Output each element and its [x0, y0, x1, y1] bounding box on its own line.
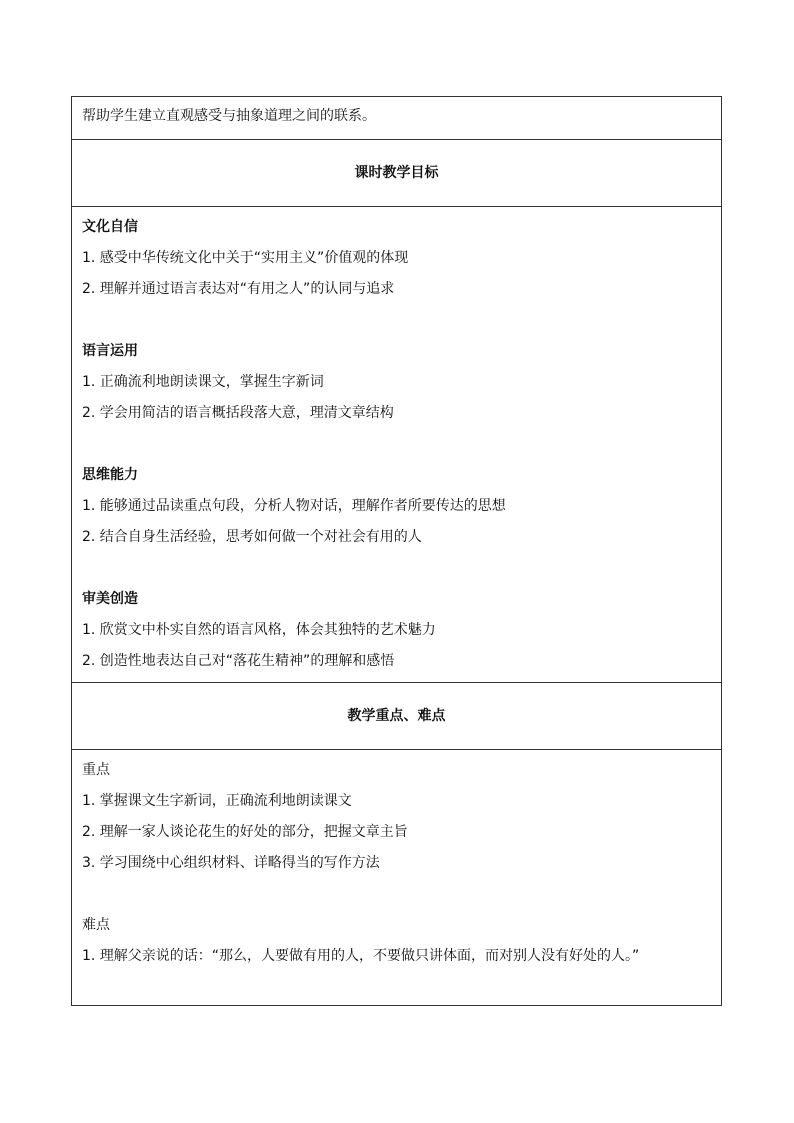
- objective-item: 1. 欣赏文中朴实自然的语言风格，体会其独特的艺术魅力: [82, 622, 436, 638]
- keypoints-header-row: [72, 683, 722, 750]
- objectives-header: 课时教学目标: [72, 140, 722, 207]
- section-spacer: [82, 553, 711, 584]
- keypoints-body: [72, 750, 722, 1006]
- keypoint-item: 3. 学习围绕中心组织材料、详略得当的写作方法: [82, 855, 380, 871]
- objective-item: 2. 学会用简洁的语言概括段落大意，理清文章结构: [82, 405, 394, 421]
- keypoints-body-row: [72, 750, 722, 1006]
- section-spacer: [82, 305, 711, 336]
- objective-item: 2. 结合自身生活经验，思考如何做一个对社会有用的人: [82, 529, 422, 545]
- keypoint-item: 1. 掌握课文生字新词，正确流利地朗读课文: [82, 793, 352, 809]
- objective-item: 1. 感受中华传统文化中关于“实用主义”价值观的体现: [82, 250, 409, 266]
- objective-item: 1. 正确流利地朗读课文，掌握生字新词: [82, 374, 324, 390]
- objectives-header-row: [72, 140, 722, 207]
- intro-row: [72, 97, 722, 140]
- objective-title-aesthetics: 审美创造: [82, 591, 138, 607]
- intro-cell: [72, 97, 722, 140]
- keypoint-item: 2. 理解一家人谈论花生的好处的部分，把握文章主旨: [82, 824, 408, 840]
- objective-title-language: 语言运用: [82, 343, 138, 359]
- keypoints-header: 教学重点、难点: [72, 683, 722, 750]
- objectives-body: [72, 207, 722, 683]
- objectives-body-row: [72, 207, 722, 683]
- objective-item: 2. 创造性地表达自己对“落花生精神”的理解和感悟: [82, 653, 395, 669]
- section-spacer: [82, 429, 711, 460]
- objective-item: 1. 能够通过品读重点句段，分析人物对话，理解作者所要传达的思想: [82, 498, 506, 514]
- keypoint-item: 1. 理解父亲说的话：“那么，人要做有用的人，不要做只讲体面，而对别人没有好处的人。”: [82, 948, 640, 964]
- keypoint-title-focus: 重点: [82, 762, 110, 778]
- objective-item: 2. 理解并通过语言表达对“有用之人”的认同与追求: [82, 281, 395, 297]
- objective-title-thinking: 思维能力: [82, 467, 138, 483]
- lesson-plan-table: [71, 96, 722, 1006]
- keypoint-title-difficulty: 难点: [82, 917, 110, 933]
- intro-text: 帮助学生建立直观感受与抽象道理之间的联系。: [82, 108, 376, 124]
- objective-title-culture: 文化自信: [82, 219, 138, 235]
- section-spacer: [82, 879, 711, 910]
